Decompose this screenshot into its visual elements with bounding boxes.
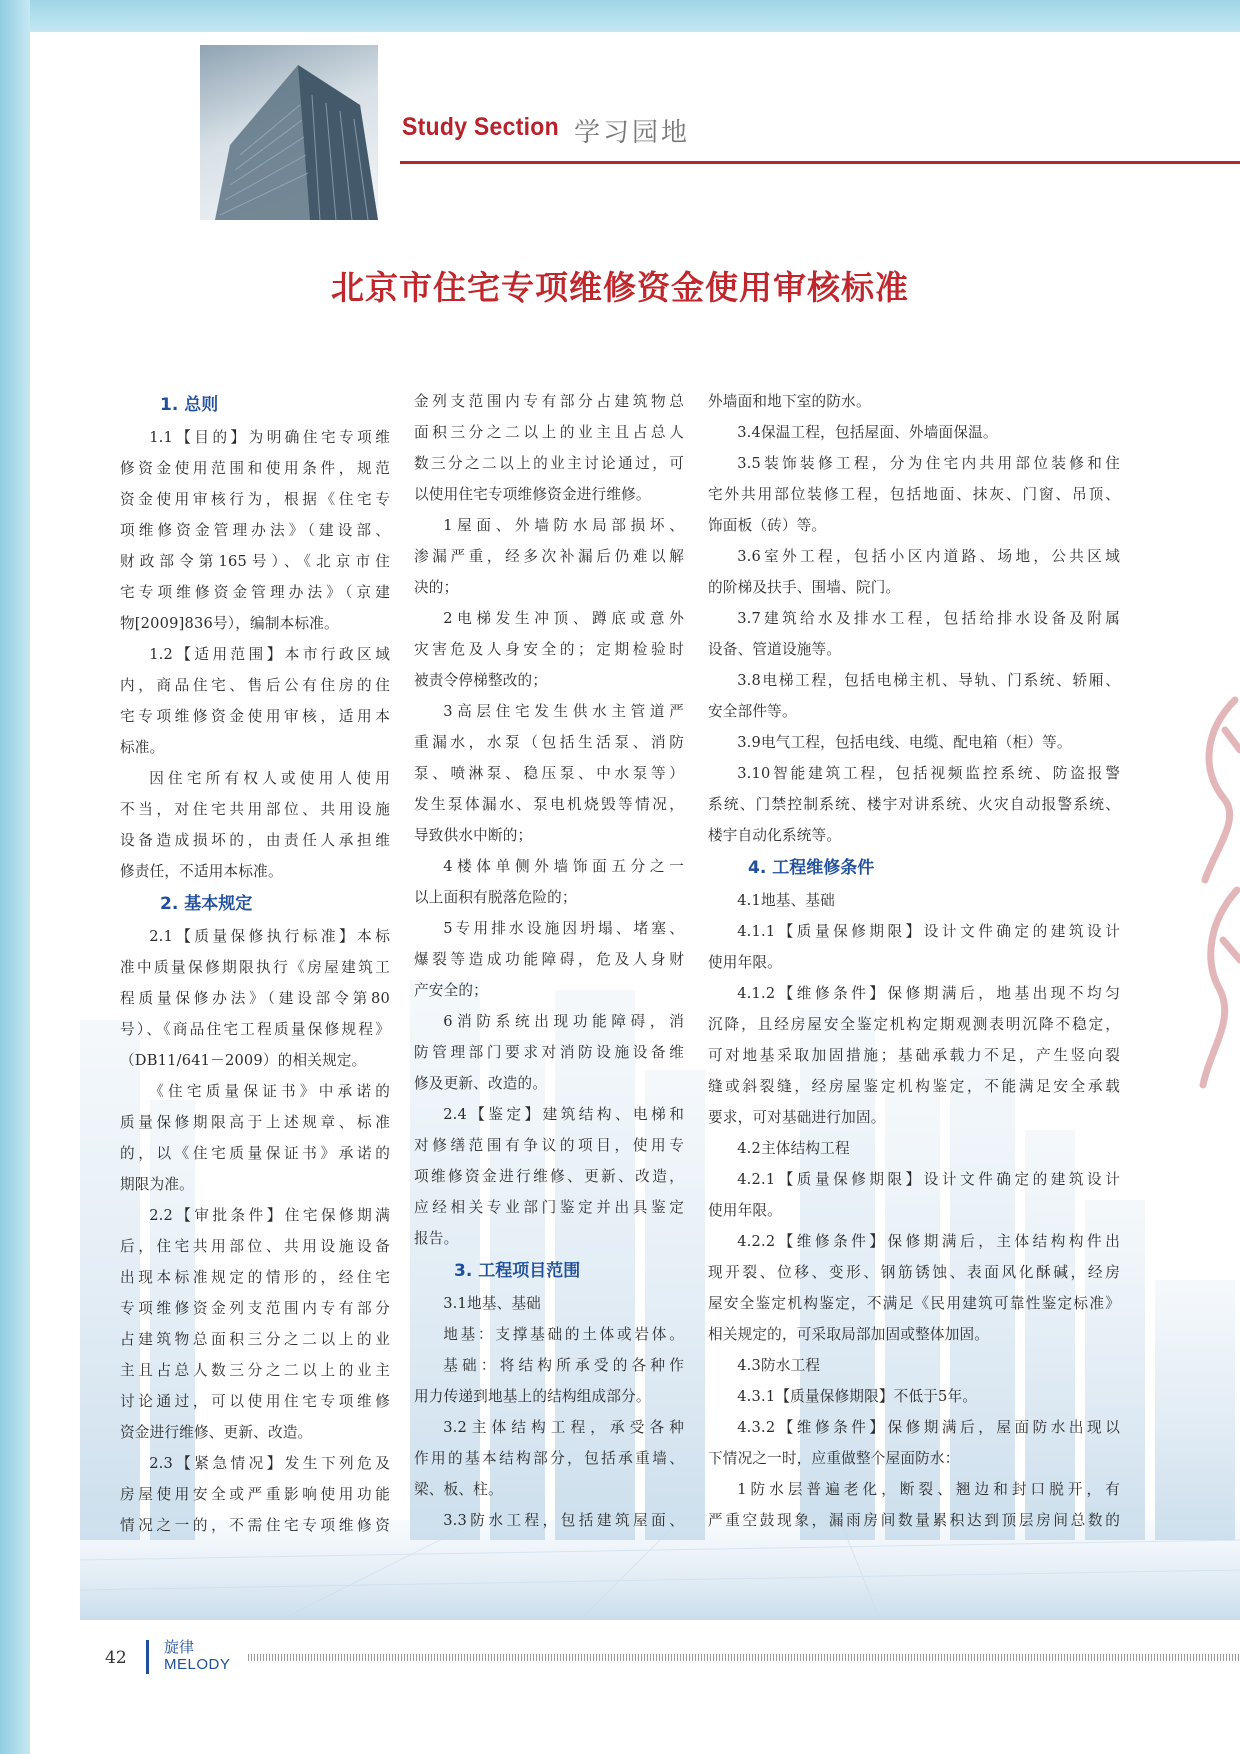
text-line: 房屋使用安全或严重影响使用功能 [120, 1486, 390, 1503]
text-line: 2.4【鉴定】建筑结构、电梯和 [443, 1106, 684, 1123]
text-line: 1.1【目的】为明确住宅专项维 [149, 429, 390, 446]
text-line: 用力传递到地基上的结构组成部分。 [414, 1388, 651, 1405]
text-line: 后，住宅共用部位、共用设施设备 [120, 1238, 390, 1255]
text-line: 专项维修资金列支范围内专有部分 [120, 1300, 390, 1317]
text-line: 基础：将结构所承受的各种作 [443, 1357, 684, 1374]
text-line: 设备、管道设施等。 [708, 641, 842, 658]
text-line: 防管理部门要求对消防设施设备维 [414, 1044, 684, 1061]
text-line: 3.7建筑给水及排水工程，包括给排水设备及附属 [737, 610, 1120, 627]
text-line: （DB11/641－2009）的相关规定。 [120, 1052, 367, 1069]
section-title-en: Study Section [402, 113, 559, 141]
text-line: 3高层住宅发生供水主管道严 [443, 703, 684, 720]
text-line: 3.1地基、基础 [443, 1295, 541, 1312]
text-line: 4.2主体结构工程 [737, 1140, 850, 1157]
text-line: 占建筑物总面积三分之二以上的业 [120, 1331, 390, 1348]
text-line: 缝或斜裂缝，经房屋鉴定机构鉴定，不能满足安全承载 [708, 1078, 1120, 1095]
text-line: 导致供水中断的； [414, 827, 533, 844]
footer-divider [146, 1640, 149, 1674]
text-line: 宅专项维修资金管理办法》（京建 [120, 584, 390, 601]
text-line: 3.3防水工程，包括建筑屋面、 [443, 1512, 684, 1529]
magazine-name-en: MELODY [164, 1656, 231, 1673]
text-line: 梁、板、柱。 [414, 1481, 503, 1498]
text-line: 3.6室外工程，包括小区内道路、场地，公共区域 [737, 548, 1120, 565]
text-line: 3.2主体结构工程，承受各种 [443, 1419, 684, 1436]
text-line: 严重空鼓现象，漏雨房间数量累积达到顶层房间总数的 [708, 1512, 1120, 1529]
text-line: 2.3【紧急情况】发生下列危及 [149, 1455, 390, 1472]
text-line: 4.1.1【质量保修期限】设计文件确定的建筑设计 [737, 923, 1120, 940]
text-line: 出现本标准规定的情形的，经住宅 [120, 1269, 390, 1286]
text-line: 重漏水，水泵（包括生活泵、消防 [414, 734, 684, 751]
text-line: 4.1.2【维修条件】保修期满后，地基出现不均匀 [737, 985, 1120, 1002]
text-line: 2.1【质量保修执行标准】本标 [149, 928, 390, 945]
text-line: 应经相关专业部门鉴定并出具鉴定 [414, 1199, 684, 1216]
text-column-2 [414, 386, 684, 1536]
text-line: 讨论通过，可以使用住宅专项维修 [120, 1393, 390, 1410]
text-line: 修及更新、改造的。 [414, 1075, 548, 1092]
text-line: 3.5装饰装修工程，分为住宅内共用部位装修和住 [737, 455, 1120, 472]
text-line: 下情况之一时，应重做整个屋面防水： [708, 1450, 960, 1467]
text-line: 准中质量保修期限执行《房屋建筑工 [120, 959, 390, 976]
text-line: 质量保修期限高于上述规章、标准 [120, 1114, 390, 1131]
text-line: 金列支范围内专有部分占建筑物总 [414, 393, 684, 410]
text-line: 系统、门禁控制系统、楼宇对讲系统、火灾自动报警系统、 [708, 796, 1120, 813]
text-line: 修责任，不适用本标准。 [120, 863, 283, 880]
text-column-1 [120, 388, 390, 1541]
text-line: 《住宅质量保证书》中承诺的 [149, 1083, 390, 1100]
page-number: 42 [105, 1648, 127, 1668]
article-title: 北京市住宅专项维修资金使用审核标准 [331, 268, 909, 307]
text-line: 财政部令第165号）、《北京市住 [120, 553, 390, 570]
section-heading: 1. 总则 [160, 395, 219, 415]
text-line: 1.2【适用范围】本市行政区域 [149, 646, 390, 663]
text-line: 项维修资金进行维修、更新、改造， [414, 1168, 684, 1185]
text-line: 被责令停梯整改的； [414, 672, 548, 689]
text-line: 决的； [414, 579, 459, 596]
text-line: 2.2【审批条件】住宅保修期满 [149, 1207, 390, 1224]
text-line: 3.4保温工程，包括屋面、外墙面保温。 [737, 424, 998, 441]
text-line: 可对地基采取加固措施；基础承载力不足，产生竖向裂 [708, 1047, 1120, 1064]
section-title-cn: 学习园地 [574, 118, 691, 148]
text-line: 内，商品住宅、售后公有住房的住 [120, 677, 390, 694]
text-line: 的阶梯及扶手、围墙、院门。 [708, 579, 901, 596]
text-line: 号）、《商品住宅工程质量保修规程》 [120, 1021, 390, 1038]
text-line: 作用的基本结构部分，包括承重墙、 [414, 1450, 684, 1467]
text-line: 修资金使用范围和使用条件，规范 [120, 460, 390, 477]
text-column-3 [708, 386, 1120, 1536]
text-line: 4.2.2【维修条件】保修期满后，主体结构构件出 [737, 1233, 1120, 1250]
text-line: 相关规定的，可采取局部加固或整体加固。 [708, 1326, 990, 1343]
text-line: 楼宇自动化系统等。 [708, 827, 842, 844]
text-line: 的，以《住宅质量保证书》承诺的 [120, 1145, 390, 1162]
text-line: 因住宅所有权人或使用人使用 [149, 770, 390, 787]
text-line: 资金使用审核行为，根据《住宅专 [120, 491, 390, 508]
text-line: 4.3.1【质量保修期限】不低于5年。 [737, 1388, 978, 1405]
text-line: 4.1地基、基础 [737, 892, 835, 909]
text-line: 以上面积有脱落危险的； [414, 889, 577, 906]
text-line: 外墙面和地下室的防水。 [708, 393, 871, 410]
text-line: 沉降，且经房屋安全鉴定机构定期观测表明沉降不稳定， [708, 1016, 1120, 1033]
text-line: 安全部件等。 [708, 703, 797, 720]
text-line: 灾害危及人身安全的；定期检验时 [414, 641, 684, 658]
magazine-name-cn: 旋律 [164, 1638, 195, 1656]
text-line: 3.8电梯工程，包括电梯主机、导轨、门系统、轿厢、 [737, 672, 1120, 689]
text-line: 1防水层普遍老化，断裂、翘边和封口脱开，有 [737, 1481, 1120, 1498]
footer-dotted-rule [248, 1654, 1240, 1661]
text-line: 宅专项维修资金使用审核，适用本 [120, 708, 390, 725]
text-line: 4.2.1【质量保修期限】设计文件确定的建筑设计 [737, 1171, 1120, 1188]
text-line: 数三分之二以上的业主讨论通过，可 [414, 455, 684, 472]
text-line: 使用年限。 [708, 1202, 782, 1219]
text-line: 面积三分之二以上的业主且占总人 [414, 424, 684, 441]
text-line: 4.3.2【维修条件】保修期满后，屋面防水出现以 [737, 1419, 1120, 1436]
text-line: 程质量保修办法》（建设部令第80 [120, 990, 390, 1007]
text-line: 不当，对住宅共用部位、共用设施 [120, 801, 390, 818]
section-heading: 2. 基本规定 [160, 894, 253, 914]
section-heading: 3. 工程项目范围 [454, 1261, 581, 1281]
section-heading: 4. 工程维修条件 [748, 858, 875, 878]
text-line: 泵、喷淋泵、稳压泵、中水泵等） [414, 765, 684, 782]
text-line: 饰面板（砖）等。 [708, 517, 827, 534]
text-line: 项维修资金管理办法》（建设部、 [120, 522, 390, 539]
text-line: 要求，可对基础进行加固。 [708, 1109, 886, 1126]
text-line: 3.9电气工程，包括电线、电缆、配电箱（柜）等。 [737, 734, 1072, 751]
text-line: 资金进行维修、更新、改造。 [120, 1424, 313, 1441]
header-rule [400, 161, 1240, 164]
text-line: 设备造成损坏的，由责任人承担维 [120, 832, 390, 849]
text-line: 现开裂、位移、变形、钢筋锈蚀、表面风化酥碱，经房 [708, 1264, 1120, 1281]
text-line: 地基：支撑基础的土体或岩体。 [443, 1326, 684, 1343]
top-color-band [0, 0, 1240, 32]
text-line: 使用年限。 [708, 954, 782, 971]
text-line: 以使用住宅专项维修资金进行维修。 [414, 486, 651, 503]
text-line: 3.10智能建筑工程，包括视频监控系统、防盗报警 [737, 765, 1120, 782]
text-line: 发生泵体漏水、泵电机烧毁等情况， [414, 796, 684, 813]
text-line: 6消防系统出现功能障碍，消 [443, 1013, 684, 1030]
text-line: 屋安全鉴定机构鉴定，不满足《民用建筑可靠性鉴定标准》 [708, 1295, 1120, 1312]
text-line: 爆裂等造成功能障碍，危及人身财 [414, 951, 684, 968]
text-line: 1屋面、外墙防水局部损坏、 [443, 517, 684, 534]
text-line: 对修缮范围有争议的项目，使用专 [414, 1137, 684, 1154]
text-line: 主且占总人数三分之二以上的业主 [120, 1362, 390, 1379]
building-photo [200, 45, 378, 220]
text-line: 物[2009]836号），编制本标准。 [120, 615, 339, 632]
text-line: 报告。 [414, 1230, 459, 1247]
text-line: 5专用排水设施因坍塌、堵塞、 [443, 920, 684, 937]
text-line: 宅外共用部位装修工程，包括地面、抹灰、门窗、吊顶、 [708, 486, 1120, 503]
text-line: 2电梯发生冲顶、蹲底或意外 [443, 610, 684, 627]
text-line: 渗漏严重，经多次补漏后仍难以解 [414, 548, 684, 565]
text-line: 4楼体单侧外墙饰面五分之一 [443, 858, 684, 875]
text-line: 情况之一的，不需住宅专项维修资 [120, 1517, 390, 1534]
decorative-script [1195, 690, 1240, 1120]
text-line: 产安全的； [414, 982, 488, 999]
text-line: 期限为准。 [120, 1176, 194, 1193]
text-line: 4.3防水工程 [737, 1357, 821, 1374]
text-line: 标准。 [120, 739, 165, 756]
